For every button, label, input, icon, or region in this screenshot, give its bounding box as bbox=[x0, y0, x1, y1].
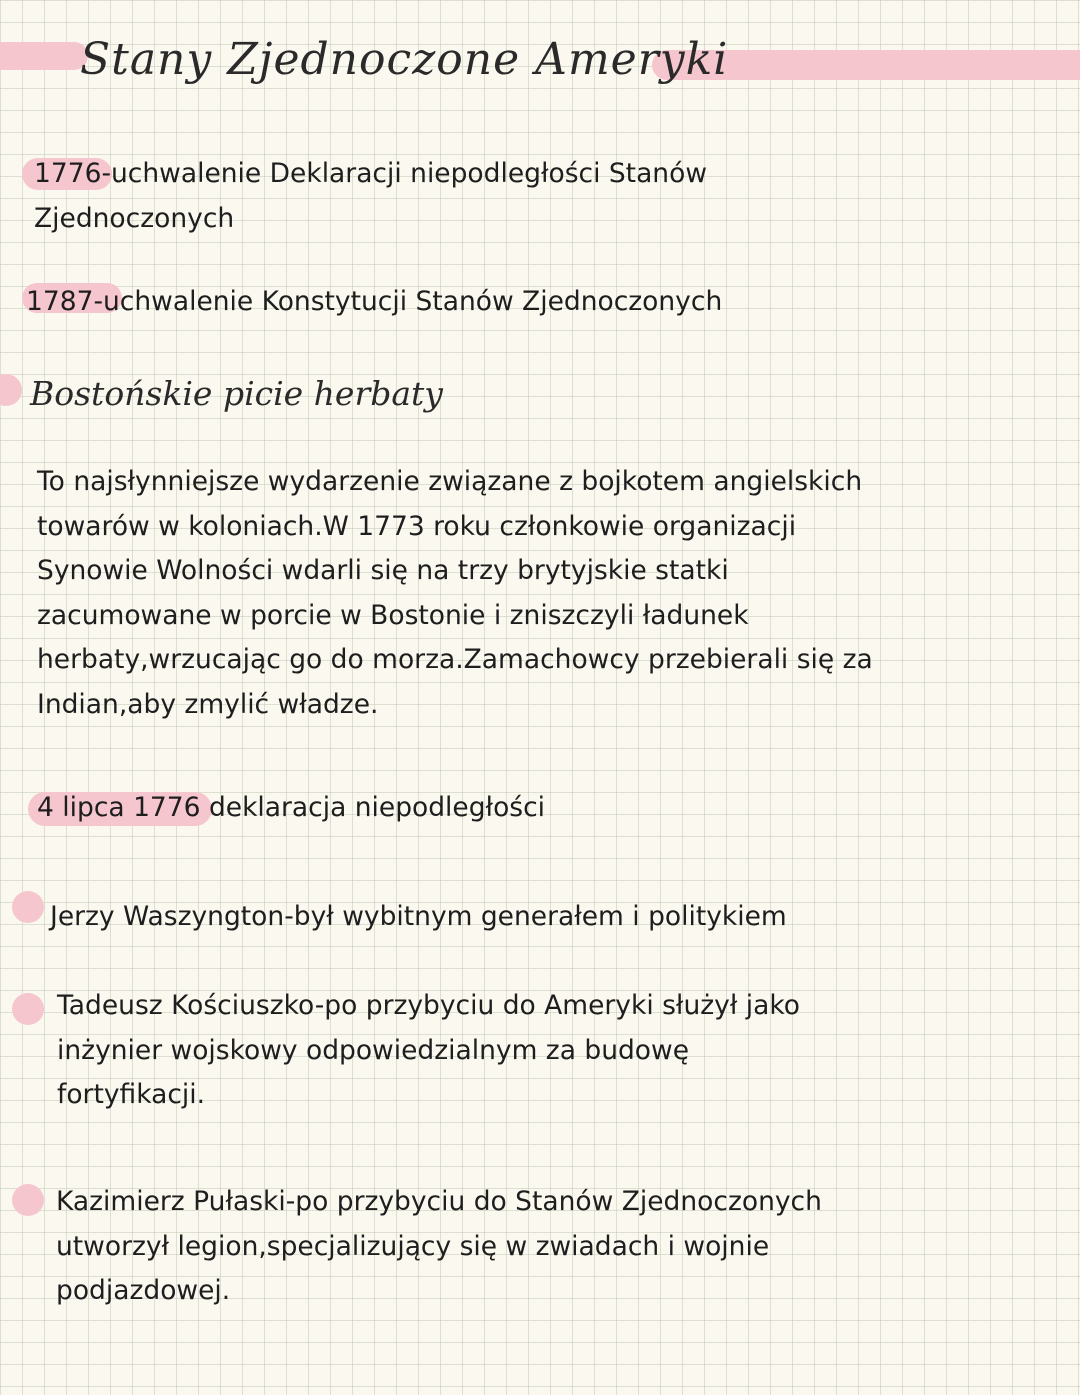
person-kosciuszko bbox=[57, 984, 800, 1118]
person-line: podjazdowej. bbox=[56, 1275, 231, 1306]
paragraph-line: Synowie Wolności wdarli się na trzy brytyjskie statki bbox=[37, 555, 729, 586]
page-title: Stany Zjednoczone Ameryki bbox=[80, 34, 729, 85]
person-pulaski bbox=[56, 1180, 822, 1314]
entry-1776-line1 bbox=[34, 152, 707, 197]
declaration-entry bbox=[37, 786, 545, 831]
entry-1787 bbox=[26, 280, 722, 325]
boston-paragraph bbox=[37, 460, 873, 727]
paragraph-line: herbaty,wrzucając go do morza.Zamachowcy przebierali się za bbox=[37, 644, 873, 675]
entry-1787-text: -uchwalenie Konstytucji Stanów Zjednoczonych bbox=[93, 286, 723, 317]
bullet-dot bbox=[12, 993, 44, 1025]
declaration-date: 4 lipca 1776 bbox=[37, 792, 201, 823]
paragraph-line: zacumowane w porcie w Bostonie i zniszczyli ładunek bbox=[37, 599, 749, 631]
boston-heading: Bostońskie picie herbaty bbox=[30, 374, 443, 413]
person-line: fortyfikacji. bbox=[57, 1079, 206, 1110]
title-highlight-left bbox=[0, 42, 88, 70]
person-line: inżynier wojskowy odpowiedzialnym za budowę bbox=[57, 1034, 690, 1066]
paragraph-line: Indian,aby zmylić władze. bbox=[37, 688, 379, 720]
bullet-dot bbox=[12, 1184, 44, 1216]
bullet-dot bbox=[0, 374, 22, 406]
person-line: Kazimierz Pułaski-po przybyciu do Stanów Zjednoczonych bbox=[56, 1186, 822, 1217]
paragraph-line: To najsłynniejsze wydarzenie związane z bojkotem angielskich bbox=[37, 466, 863, 497]
entry-1776-text: -uchwalenie Deklaracji niepodległości Stanów bbox=[101, 158, 707, 189]
paragraph-line: towarów w koloniach.W 1773 roku członkowie organizacji bbox=[37, 510, 797, 542]
declaration-text: deklaracja niepodległości bbox=[200, 792, 546, 823]
person-line: utworzył legion,specjalizujący się w zwiadach i wojnie bbox=[56, 1230, 770, 1262]
entry-1787-year: 1787 bbox=[26, 286, 94, 317]
entry-1776-year: 1776 bbox=[34, 158, 102, 189]
entry-1776 bbox=[34, 152, 707, 241]
person-line: Jerzy Waszyngton-był wybitnym generałem i politykiem bbox=[50, 901, 787, 932]
person-line: Tadeusz Kościuszko-po przybyciu do Ameryki służył jako bbox=[57, 990, 801, 1021]
bullet-dot bbox=[12, 891, 44, 923]
entry-1776-line2: Zjednoczonych bbox=[34, 202, 235, 234]
person-washington bbox=[50, 895, 787, 940]
